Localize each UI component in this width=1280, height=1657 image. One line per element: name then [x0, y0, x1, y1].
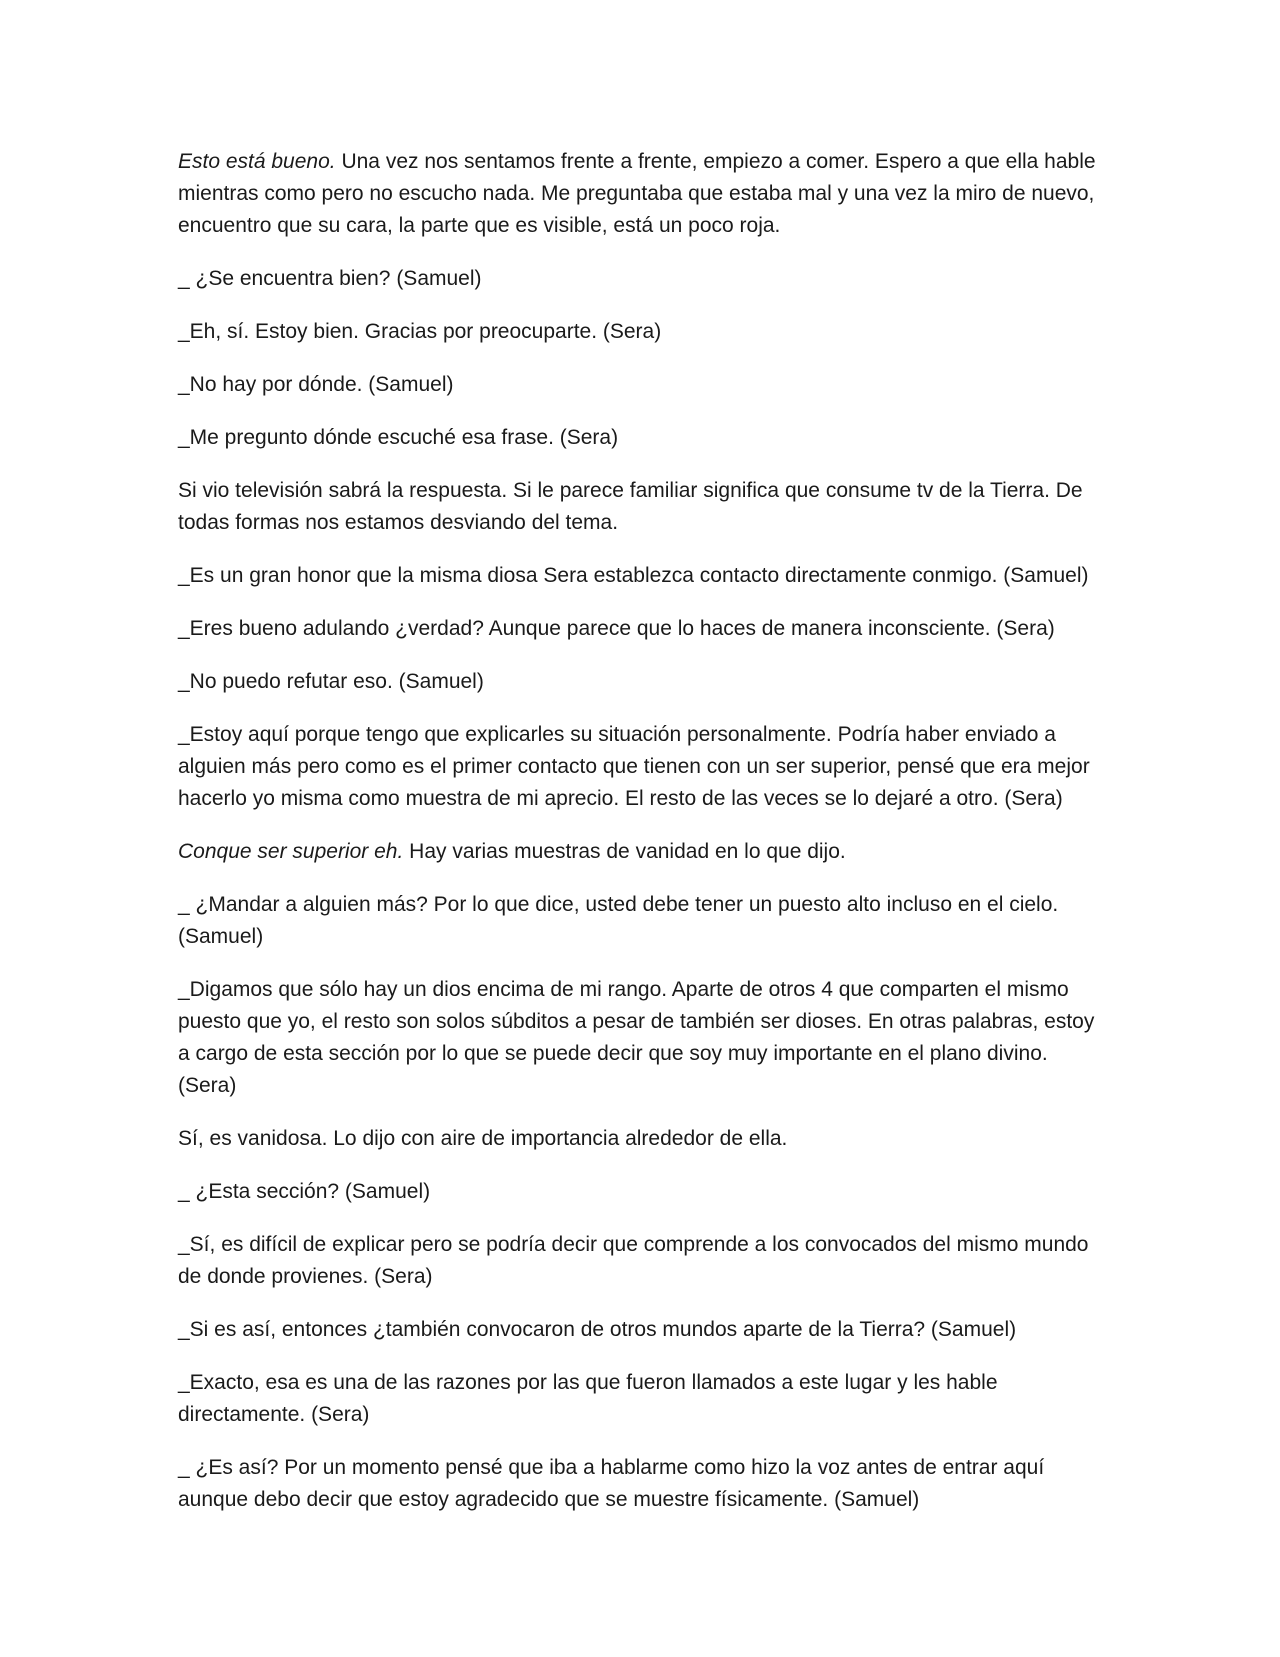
paragraph	[178, 889, 1108, 953]
paragraph-text: _ ¿Se encuentra bien? (Samuel)	[178, 267, 482, 290]
paragraph-text: Una vez nos sentamos frente a frente, empiezo a comer. Espero a que ella hable mientras como pero no escucho nada. Me preguntaba que estaba mal y una vez la miro de nuevo, encuentro que su cara, la parte que es visible, está un poco roja.	[178, 150, 1096, 237]
paragraph-text: _Digamos que sólo hay un dios encima de mi rango. Aparte de otros 4 que comparten el mismo puesto que yo, el resto son solos súbditos a pesar de también ser dioses. En otras palabras, estoy a cargo de esta sección por lo que se puede decir que soy muy importante en el plano divino. (Sera)	[178, 978, 1095, 1097]
paragraph	[178, 1123, 1108, 1155]
paragraph	[178, 369, 1108, 401]
paragraph	[178, 1367, 1108, 1431]
paragraph	[178, 1176, 1108, 1208]
paragraph-text: Si vio televisión sabrá la respuesta. Si le parece familiar significa que consume tv de la Tierra. De todas formas nos estamos desviando del tema.	[178, 479, 1083, 534]
paragraph-text: Sí, es vanidosa. Lo dijo con aire de importancia alrededor de ella.	[178, 1127, 788, 1150]
document-body	[178, 146, 1108, 1537]
paragraph	[178, 316, 1108, 348]
paragraph-text: _Eh, sí. Estoy bien. Gracias por preocuparte. (Sera)	[178, 320, 662, 343]
paragraph-text: _Es un gran honor que la misma diosa Sera establezca contacto directamente conmigo. (Samuel)	[178, 564, 1089, 587]
paragraph	[178, 613, 1108, 645]
paragraph-italic: Conque ser superior eh.	[178, 840, 404, 863]
paragraph	[178, 1229, 1108, 1293]
paragraph	[178, 560, 1108, 592]
paragraph-text: _No puedo refutar eso. (Samuel)	[178, 670, 484, 693]
paragraph-text: _Si es así, entonces ¿también convocaron de otros mundos aparte de la Tierra? (Samuel)	[178, 1318, 1017, 1341]
paragraph	[178, 974, 1108, 1102]
paragraph-text: _ ¿Mandar a alguien más? Por lo que dice, usted debe tener un puesto alto incluso en el cielo. (Samuel)	[178, 893, 1059, 948]
paragraph-text: _ ¿Es así? Por un momento pensé que iba a hablarme como hizo la voz antes de entrar aquí aunque debo decir que estoy agradecido que se muestre físicamente. (Samuel)	[178, 1456, 1045, 1511]
paragraph	[178, 1314, 1108, 1346]
paragraph	[178, 1452, 1108, 1516]
paragraph	[178, 422, 1108, 454]
paragraph-text: _Estoy aquí porque tengo que explicarles su situación personalmente. Podría haber enviado a alguien más pero como es el primer contacto que tienen con un ser superior, pensé que era mejor hacerlo yo misma como muestra de mi aprecio. El resto de las veces se lo dejaré a otro. (Sera)	[178, 723, 1090, 810]
paragraph-text: _Me pregunto dónde escuché esa frase. (Sera)	[178, 426, 619, 449]
paragraph-text: _No hay por dónde. (Samuel)	[178, 373, 454, 396]
paragraph	[178, 666, 1108, 698]
paragraph-italic: Esto está bueno.	[178, 150, 336, 173]
paragraph-text: Hay varias muestras de vanidad en lo que dijo.	[403, 840, 846, 863]
paragraph-text: _Eres bueno adulando ¿verdad? Aunque parece que lo haces de manera inconsciente. (Sera)	[178, 617, 1055, 640]
paragraph	[178, 475, 1108, 539]
paragraph	[178, 836, 1108, 868]
paragraph	[178, 146, 1108, 242]
paragraph	[178, 719, 1108, 815]
paragraph-text: _Exacto, esa es una de las razones por las que fueron llamados a este lugar y les hable directamente. (Sera)	[178, 1371, 998, 1426]
paragraph-text: _Sí, es difícil de explicar pero se podría decir que comprende a los convocados del mismo mundo de donde provienes. (Sera)	[178, 1233, 1089, 1288]
paragraph-text: _ ¿Esta sección? (Samuel)	[178, 1180, 431, 1203]
paragraph	[178, 263, 1108, 295]
